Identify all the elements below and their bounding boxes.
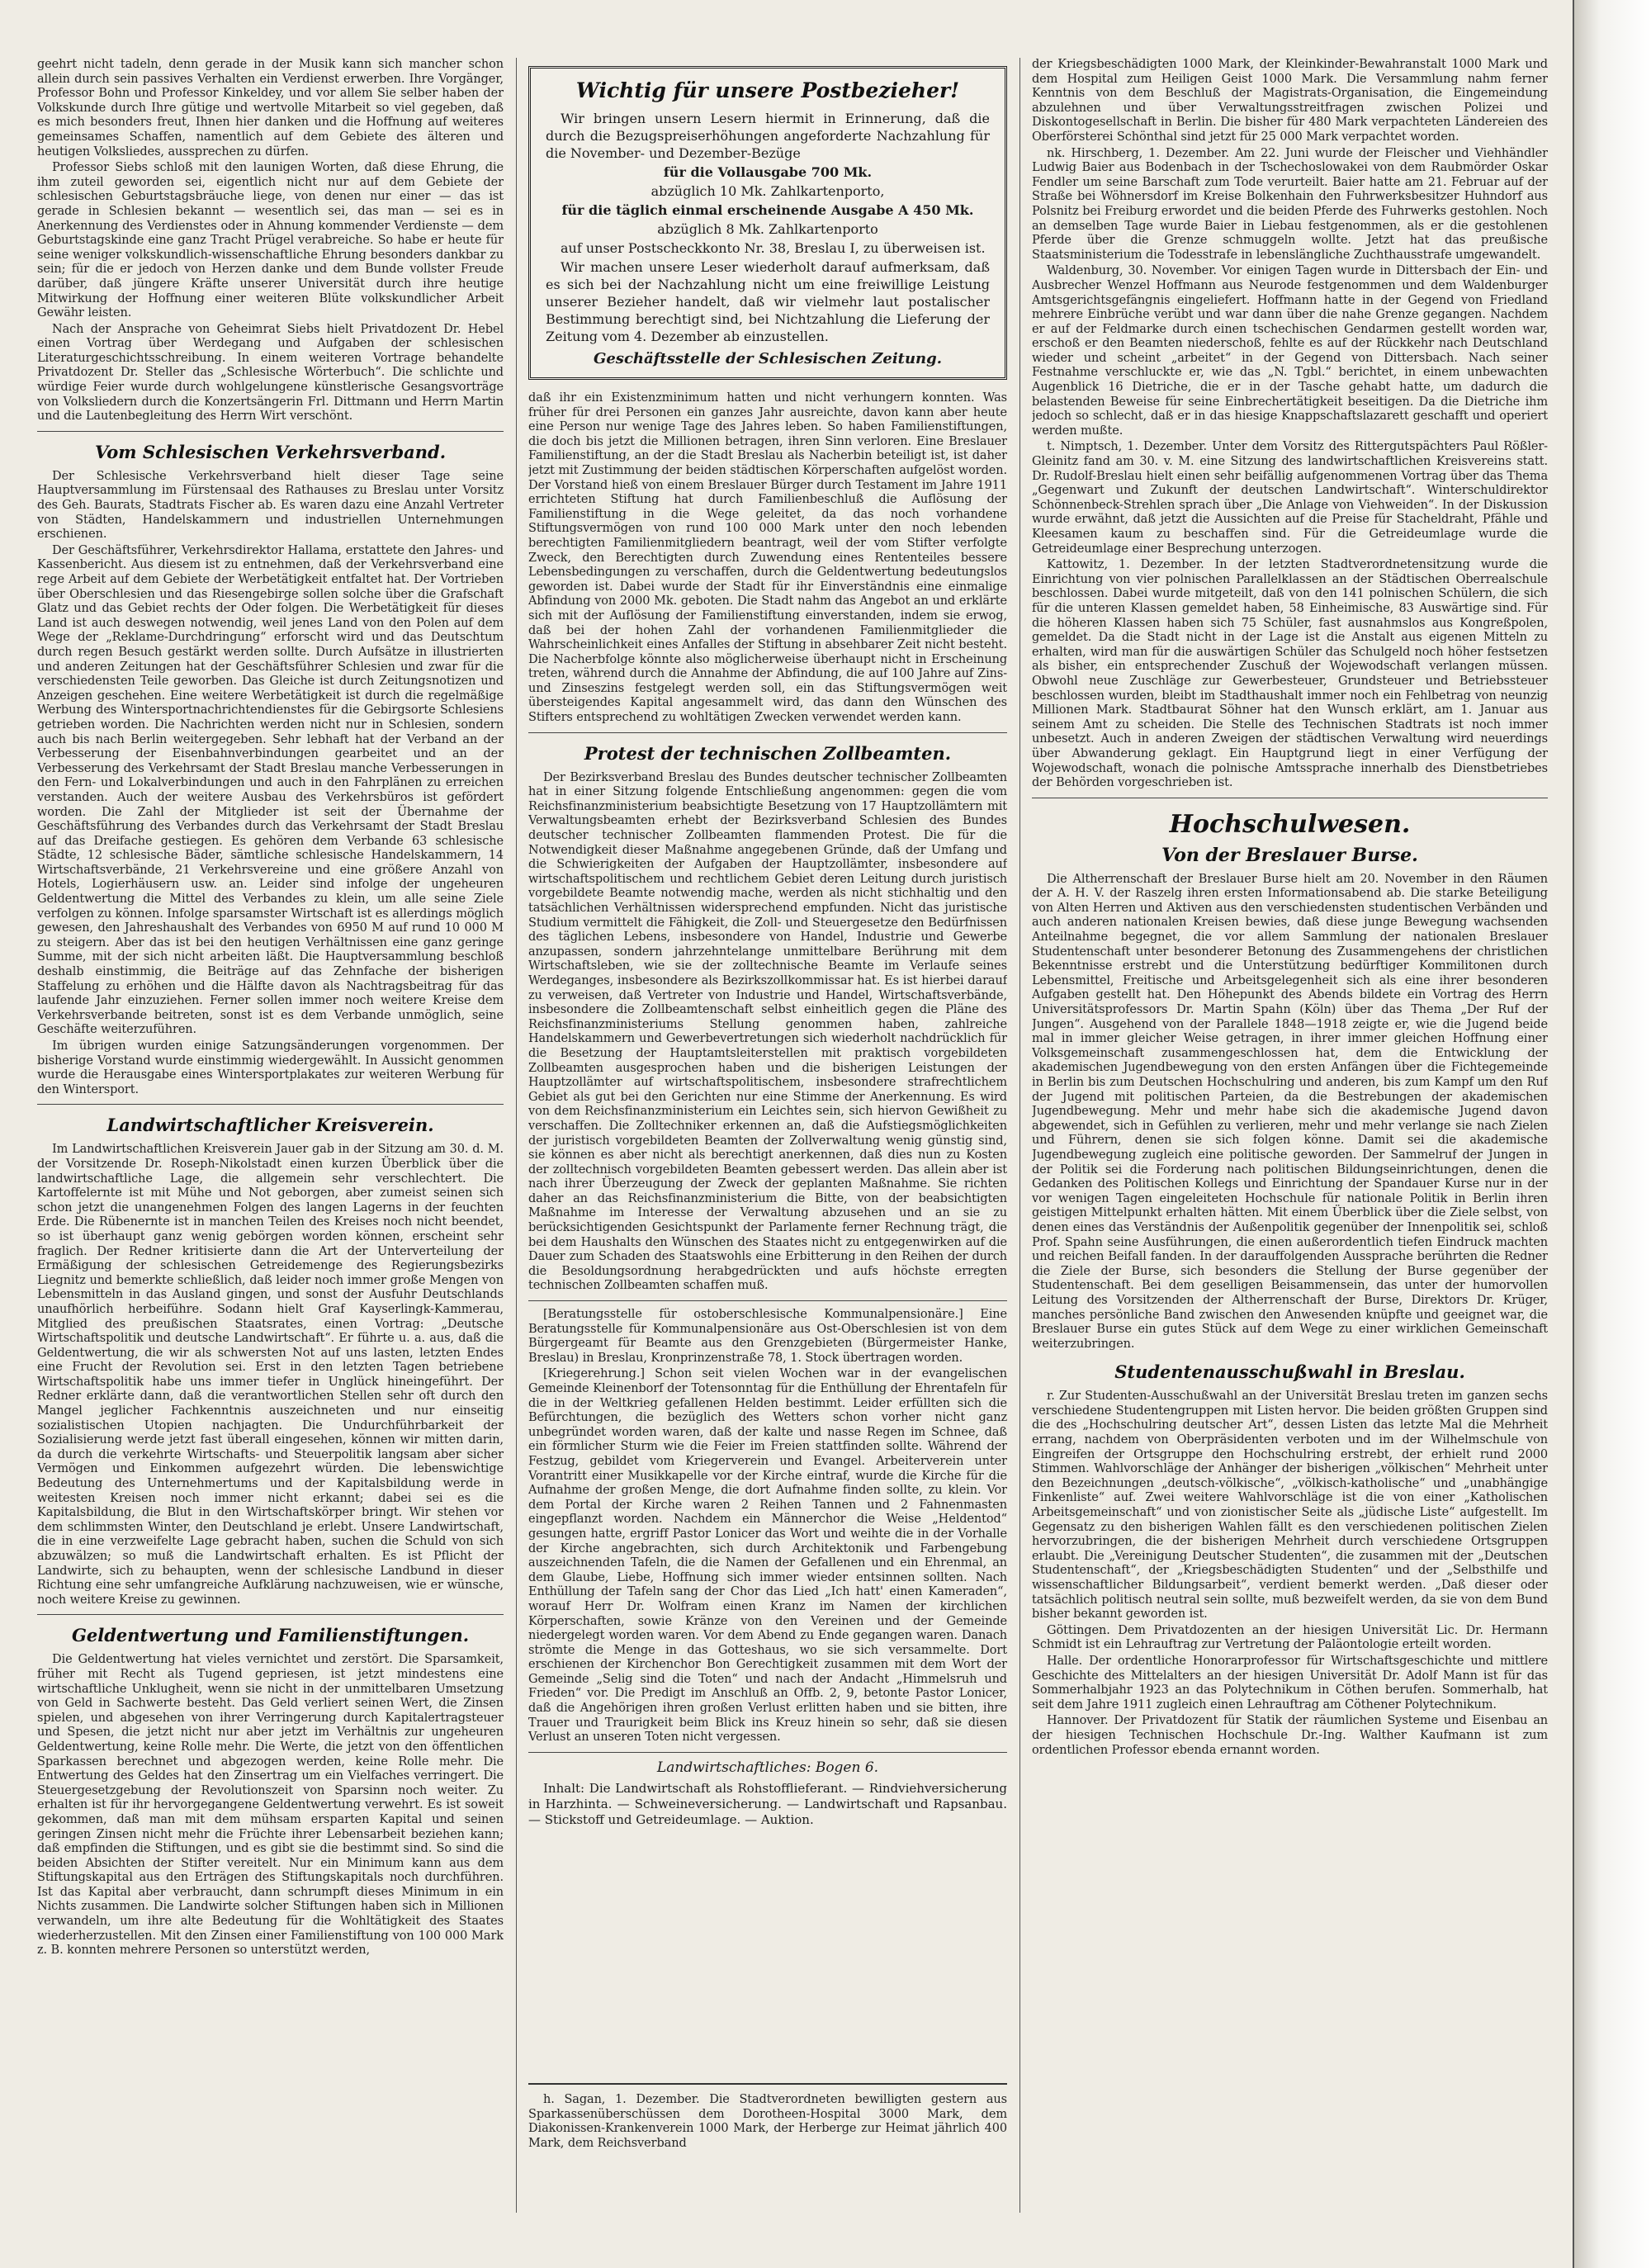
article-text: Halle. Der ordentliche Honorarprofessor für Wirtschaftsgeschichte und mittlere Geschichte des Mittelalters an der hiesigen Universität Dr. Adolf Mann ist für das Sommerhalbjahr 1923 an das Polytechnikum in Cöthen berufen. Sommerhalb, hat seit dem Jahre 1911 zugleich einen Lehrauftrag am Cöthener Polytechnikum. bbox=[1032, 1654, 1548, 1712]
separator bbox=[528, 1752, 1007, 1753]
postbezieher-notice-box bbox=[528, 66, 1007, 380]
article-text: Der Schlesische Verkehrsverband hielt dieser Tage seine Hauptversammlung im Fürstensaal des Rathauses zu Breslau unter Vorsitz des Geh. Baurats, Stadtrats Fischer ab. Es waren dazu eine Anzahl Vertreter von Städten, Handelskammern und industriellen Unternehmungen erschienen. bbox=[37, 469, 504, 542]
page-edge bbox=[1573, 0, 1651, 2268]
article-text: [Kriegerehrung.] Schon seit vielen Wochen war in der evangelischen Gemeinde Kleinenborf der Totensonntag für die Enthüllung der Ehrentafeln für die in der Weltkrieg gefallenen Helden bestimmt. Leider erfüllten sich die Befürchtungen, die bezüglich des Wetters schon vorher nicht ganz unbegründet worden waren, daß der kalte und nasse Regen im Schnee, daß ein förmlicher Sturm wie die Feier im Freien stattfinden sollte. Während der Festzug, gebildet vom Kriegerverein und Evangel. Arbeiterverein unter Vorantritt einer Musikkapelle vor der Kirche eintraf, wurde die Kirche für die Aufnahme der großen Menge, die dort Aufnahme finden sollte, zu klein. Vor dem Portal der Kirche waren 2 Reihen Tannen und 2 Fahnenmasten eingepflanzt worden. Nachdem ein Männerchor die Weise „Heldentod“ gesungen hatte, ergriff Pastor Lonicer das Wort und weihte die in der Vorhalle der Kirche angebrachten, sich durch Architektonik und Farbengebung auszeichnenden Tafeln, die die Namen der Gefallenen und ein Ehrenmal, an dem Glaube, Liebe, Hoffnung sich immer wieder entsinnen sollten. Nach Enthüllung der Tafeln sang der Chor das Lied „Ich hatt' einen Kameraden“, worauf Herr Dr. Wolfram einen Kranz im Namen der kirchlichen Körperschaften, sowie Kränze von den Vereinen und der Gemeinde niedergelegt worden waren. Vor dem Abend zu Ende gegangen waren. Danach strömte die Menge in das Gotteshaus, wo sie sich versammelte. Dort erschienen der Kirchenchor Bon Gerechtigkeit zusammen mit dem Wort der Gemeinde „Selig sind die Toten“ und nach der Andacht „Himmelsruh und Frieden“ vor. Die Predigt im Anschluß an Offb. 2, 9, betonte Pastor Lonicer, daß die Angehörigen ihren großen Verlust erlitten haben und sie bitten, ihre Trauer und Traurigkeit beim Blick ins Kreuz hinein so sehr, daß sie diesen Verlust an unseren Toten nicht vergessen. bbox=[528, 1367, 1007, 1745]
article-text: t. Nimptsch, 1. Dezember. Unter dem Vorsitz des Rittergutspächters Paul Rößler-Gleinitz fand am 30. v. M. eine Sitzung des landwirtschaftlichen Kreisvereins statt. Dr. Rudolf-Breslau hielt einen sehr beifällig aufgenommenen Vortrag über das Thema „Gegenwart und Zukunft der deutschen Landwirtschaft“. Winterschuldirektor Schönnenbeck-Strehlen sprach über „Die Anlage von Viehweiden“. In der Diskussion wurde erwähnt, daß jetzt die Aussichten auf die Preise für Stacheldraht, Pfähle und Kleesamen kaum zu beschaffen sind. Für die Getreideumlage wurde die Getreideumlage einer Besprechung unterzogen. bbox=[1032, 440, 1548, 556]
article-text: [Beratungsstelle für ostoberschlesische Kommunalpensionäre.] Eine Beratungsstelle für Kommunalpensionäre aus Ost-Oberschlesien ist von dem Bürgergeamt für Beamte aus den Grenzgebieten (Bürgermeister Hanke, Breslau) in Breslau, Kronprinzenstraße 78, 1. Stock übertragen worden. bbox=[528, 1308, 1007, 1365]
separator bbox=[37, 1104, 504, 1105]
article-bottom bbox=[528, 2093, 1007, 2152]
article-text: Die Geldentwertung hat vieles vernichtet und zerstört. Die Sparsamkeit, früher mit Recht als Tugend gepriesen, ist jetzt mindestens eine wirtschaftliche Unklugheit, wenn sie nicht in der unmittelbaren Umsetzung von Geld in Sachwerte besteht. Das Geld verliert seinen Wert, die Zinsen spielen, und abgesehen von ihrer Verringerung durch Kapitalertragsteuer und Spesen, die jetzt nicht nur aber jetzt im Verhältnis zur ungeheuren Geldentwertung, keine Rolle mehr. Die Werte, die jetzt von den öffentlichen Sparkassen berechnet und abgezogen werden, keine Rolle mehr. Die Entwertung des Geldes hat den Zinsertrag um ein Vielfaches verringert. Die Steuergesetzgebung der Revolutionszeit von Sparsinn noch weiter. Zu erhalten ist für ihr hervorgegangene Geldentwertung verwehrt. Es ist soweit gekommen, daß man mit dem mühsam ersparten Kapital und seinen geringen Zinsen nicht mehr die Früchte ihrer Lebensarbeit beziehen kann; daß empfinden die Stiftungen, und es gibt sie die bestimmt sind. So sind die beiden Absichten der Stifter vereitelt. Nur ein Minimum kann aus dem Stiftungskapital aus den Erträgen des Stiftungskapitals noch durchführen. Ist das Kapital aber verbraucht, dann schrumpft dieses Minimum in ein Nichts zusammen. Die Landwirte solcher Stiftungen haben sich in Millionen verwandeln, um ihre alte Bedeutung für die Wohltätigkeit des Staates wiederherzustellen. Mit den Zinsen einer Familienstiftung von 100 000 Mark z. B. konnten mehrere Personen so unterstützt werden, bbox=[37, 1653, 504, 1958]
headline-verkehrsverband: Vom Schlesischen Verkehrsverband. bbox=[94, 441, 447, 462]
headline-burse: Von der Breslauer Burse. bbox=[1161, 844, 1418, 866]
article-text: r. Zur Studenten-Ausschußwahl an der Universität Breslau treten im ganzen sechs verschiedene Studentengruppen mit Listen hervor. Die beiden größten Gruppen sind die des „Hochschulring deutscher Art“, dessen Listen das letzte Mal die Mehrheit errang, nachdem von Oberpräsidenten verboten und im der Wilhelmschule von Eingreifen der Ortsgruppe den Hochschulring erstrebt, der erhielt rund 2000 Stimmen. Wahlvorschläge der Anhänger der bisherigen „völkischen“ Mehrheit unter den Bezeichnungen „deutsch-völkische“, „völkisch-katholische“ und „unabhängige Finkenliste“ auf. Zwei weitere Wahlvorschläge ist die von einer „Katholischen Arbeitsgemeinschaft“ und von zionistischer Seite als „jüdische Liste“ aufgestellt. Im Gegensatz zu den bisherigen Wahlen fällt es den verschiedenen politischen Zielen hervorzubringen, die der bisherigen Mehrheit durch verschiedene Ortsgruppen erlaubt. Die „Vereinigung Deutscher Studenten“, die zusammen mit der „Deutschen Studentenschaft“, der „Kriegsbeschädigten Studenten“ und der „Selbsthilfe und wissenschaftlicher Bildungsarbeit“, verdient bemerkt werden. „Daß dieser oder tatsächlich politisch neutral sein sollte, muß bezweifelt werden, da sie von dem Bund bisher bekannt geworden ist. bbox=[1032, 1390, 1548, 1622]
notice-price-line: abzüglich 8 Mk. Zahlkartenporto bbox=[657, 221, 878, 237]
column-middle bbox=[528, 66, 1007, 2221]
notice-price-line: für die täglich einmal erscheinende Ausgabe A 450 Mk. bbox=[561, 202, 974, 218]
notice-text: Wir machen unsere Leser wiederholt darauf aufmerksam, daß es sich bei der Nachzahlung nicht um eine freiwillige Leistung unserer Bezieher handelt, daß wir vielmehr laut postalischer Bestimmung berechtigt sind, bei Nichtzahlung die Lieferung der Zeitung vom 4. Dezember ab einzustellen. bbox=[546, 259, 990, 344]
article-text: Waldenburg, 30. November. Vor einigen Tagen wurde in Dittersbach der Ein- und Ausbrecher Wenzel Hoffmann aus Neurode festgenommen und dem Waldenburger Amtsgerichtsgefängnis eingeliefert. Hoffmann hatte in der Gegend von Friedland mehrere Einbrüche verübt und war dann über die nahe Grenze gegangen. Nachdem er auf der Feldmarke durch einen tschechischen Gendarmen gestellt worden war, erschoß er den Beamten niederschoß, fehlte es auf der Rückkehr nach Deutschland wieder und scheint „arbeitet“ in der Gegend von Dittersbach. Nach seiner Festnahme verschluckte er, wie das „N. Tgbl.“ berichtet, in einem unbewachten Augenblick 16 Dietriche, die er in der Tasche gehabt hatte, um dadurch die belastenden Beweise für seine Einbrechertätigkeit beseitigen. Da die Dietriche ihm jedoch so schlecht, daß er in das hiesige Knappschaftslazarett geschafft und operiert werden mußte. bbox=[1032, 264, 1548, 438]
separator bbox=[528, 732, 1007, 733]
article-text: Der Geschäftsführer, Verkehrsdirektor Hallama, erstattete den Jahres- und Kassenbericht. Aus diesem ist zu entnehmen, daß der Verkehrsverband eine rege Arbeit auf dem Gebiete der Werbetätigkeit entfaltet hat. Der Vortrieben über Oberschlesien und das Riesengebirge sollen solche über die Grafschaft Glatz und das Gebiet rechts der Oder folgen. Die Werbetätigkeit für dieses Land ist auch deswegen notwendig, weil jenes Land von den Polen auf dem Wege der „Reklame-Durchdringung“ erforscht wird und das Deutschtum durch regen Besuch gestärkt werden sollte. Durch Aufsätze in illustrierten und anderen Zeitungen hat der Geschäftsführer Schlesien und zwar für die verschiedensten Teile geworben. Das Gleiche ist durch Zeitungsnotizen und Anzeigen geschehen. Eine weitere Werbetätigkeit ist durch die regelmäßige Werbung des Wintersportnachrichtendienstes für die Gebirgsorte Schlesiens getrieben worden. Die Nachrichten werden nicht nur in Schlesien, sondern auch bis nach Berlin weitergegeben. Sehr lebhaft hat der Verband an der Verbesserung der Eisenbahnverbindungen gearbeitet und an der Verbesserung des Verkehrsamt der Stadt Breslau manche Verbesserungen in den Fern- und Lokalverbindungen und auch in den Fahrplänen zu erreichen verstanden. Auch der weitere Ausbau des Verkehrsbüros ist gefördert worden. Die Zahl der Mitglieder ist seit der Übernahme der Geschäftsführung des Verbandes durch das Verkehrsamt der Stadt Breslau auf das Dreifache gestiegen. Es gehören dem Verbande 63 schlesische Städte, 12 schlesische Bäder, sämtliche schlesische Handelskammern, 14 Wirtschaftsverbände, 21 Verkehrsvereine und eine größere Anzahl von Hotels, Logierhäusern usw. an. Leider sind infolge der ungeheuren Geldentwertung die Mittel des Verbandes zu klein, um alle seine Ziele verfolgen zu können. Infolge sparsamster Wirtschaft ist es allerdings möglich gewesen, den Jahreshaushalt des Verbandes von 6950 M auf rund 10 000 M zu steigern. Aber das ist bei den heutigen Verhältnissen eine ganz geringe Summe, mit der sich nicht arbeiten läßt. Die Hauptversammlung beschloß deshalb einstimmig, die Beiträge auf das Zehnfache der bisherigen Staffelung zu erhöhen und die Hälfte davon als Nachtragsbeitrag für das laufende Jahr einzuziehen. Ferner sollen immer noch weitere Kreise dem Verkehrsverbande beitreten, sonst ist es dem Verbande unmöglich, seine Geschäfte weiterzuführen. bbox=[37, 543, 504, 1037]
headline-studentenausschuss: Studentenausschußwahl in Breslau. bbox=[1114, 1361, 1465, 1383]
article-text: daß ihr ein Existenzminimum hatten und nicht verhungern konnten. Was früher für drei Personen ein ganzes Jahr ausreichte, davon kann aber heute eine Person nur wenige Tage des Jahres leben. So haben Familienstiftungen, die doch bis jetzt die Millionen betragen, ihren Sinn verloren. Eine Breslauer Familienstiftung, an der die Stadt Breslau als Nacherbin beteiligt ist, ist daher jetzt mit Zustimmung der beiden städtischen Körperschaften aufgelöst worden. Der Vorstand hieß von einem Breslauer Bürger durch Testament im Jahre 1911 errichteten Stiftung hat durch Familienbeschluß die Auflösung der Familienstiftung in die Wege geleitet, da das noch vorhandene Stiftungsvermögen von rund 100 000 Mark unter den noch lebenden berechtigten Familienmitgliedern beantragt, weil der vom Stifter verfolgte Zweck, den Berechtigten durch Zuwendung eines Rententeiles bessere Lebensbedingungen zu verschaffen, durch die Geldentwertung bedeutungslos geworden ist. Dabei wurde der Stadt für ihr Einverständnis eine einmalige Abfindung von 2000 Mk. geboten. Die Stadt nahm das Angebot an und erklärte sich mit der Auflösung der Familienstiftung einverstanden, indem sie erwog, daß bei der hohen Zahl der vorhandenen Familienmitglieder die Wahrscheinlichkeit eines Anfalles der Stiftung in absehbarer Zeit nicht besteht. Die Nacherbfolge könnte also möglicherweise überhaupt nicht in Erscheinung treten, während durch die Annahme der Abfindung, die auf 100 Jahre auf Zins- und Zinseszins festgelegt werden soll, ein das Stiftungsvermögen weit übersteigendes Kapital angesammelt wird, das dann den Wünschen des Stifters entsprechend zu wohltätigen Zwecken verwendet werden kann. bbox=[528, 391, 1007, 725]
supplement-title: Landwirtschaftliches: Bogen 6. bbox=[656, 1759, 879, 1776]
article-text: der Kriegsbeschädigten 1000 Mark, der Kleinkinder-Bewahranstalt 1000 Mark und dem Hospital zum Heiligen Geist 1000 Mark. Die Versammlung nahm ferner Kenntnis von dem Beschluß der Magistrats-Organisation, die Eingemeindung abzulehnen und über Verwaltungsstreitfragen zwischen Polizei und Diskontogesellschaft in Berlin. Die bisher für 480 Mark verpachteten Ländereien des Oberförsterei Schönthal sind jetzt für 25 000 Mark verpachtet worden. bbox=[1032, 58, 1548, 144]
article-text: geehrt nicht tadeln, denn gerade in der Musik kann sich mancher schon allein durch sein passives Verhalten ein Verdienst erwerben. Ihre Vorgänger, Professor Bohn und Professor Kinkeldey, und vor allem Sie selber haben der Volkskunde durch Ihre gütige und wertvolle Mitarbeit so viel gegeben, daß es mich besonders freut, Ihnen hier danken und die Hoffnung auf weiteres gemeinsames Schaffen, namentlich auf dem Gebiete des älteren und heutigen Volksliedes, aussprechen zu dürfen. bbox=[37, 58, 504, 159]
section-hochschulwesen: Hochschulwesen. bbox=[1169, 809, 1411, 839]
article-text: Der Bezirksverband Breslau des Bundes deutscher technischer Zollbeamten hat in einer Sitzung folgende Entschließung angenommen: gegen die vom Reichsfinanzministerium beabsichtigte Besetzung von 17 Hauptzollämtern mit Verwaltungsbeamten erhebt der Bezirksverband Schlesien des Bundes deutscher technischer Zollbeamten flammenden Protest. Die für die Notwendigkeit dieser Maßnahme angegebenen Gründe, daß der Umfang und die Schwierigkeiten der Aufgaben der Hauptzollämter, insbesondere auf wirtschaftspolitischem und rechtlichem Gebiet deren Leitung durch juristisch vorgebildete Beamte notwendig mache, werden als nicht stichhaltig und den tatsächlichen Verhältnissen widersprechend empfunden. Nicht das juristische Studium vermittelt die Fähigkeit, die Zoll- und Steuergesetze den Bedürfnissen des täglichen Lebens, insbesondere von Handel, Industrie und Gewerbe anzupassen, sondern jahrzehntelange unmittelbare Berührung mit dem Wirtschaftsleben, wie sie der zolltechnische Beamte im Verlaufe seines Werdeganges, insbesondere als Bezirkszollkommissar hat. Es ist hierbei darauf zu verweisen, daß Vertreter von Industrie und Handel, Wirtschaftsverbände, insbesondere die Zollbeamtenschaft selbst einheitlich gegen die Pläne des Reichsfinanzministeriums Stellung genommen haben, zahlreiche Handelskammern und Gewerbevertretungen sich wiederholt nachdrücklich für die Besetzung der Hauptamtsleiterstellen mit praktisch vorgebildeten Zollbeamten ausgesprochen haben und die bisherigen Leistungen der Hauptzollämter auf wirtschaftspolitischem, insbesondere strafrechtlichem Gebiet als gut bei den Gerichten nur eine Stimme der Anerkennung. Es wird von dem Reichsfinanzministerium ein Leichtes sein, sich hiervon Gewißheit zu verschaffen. Die Zolltechniker erkennen an, daß die Aufstiegsmöglichkeiten der juristisch vorgebildeten Beamten der Zollverwaltung wenig günstig sind, sie können es aber nicht als berechtigt anerkennen, daß dies nun zu Kosten der zolltechnisch vorgebildeten Beamten gebessert werden. Das allein aber ist nach ihrer Überzeugung der Zweck der geplanten Maßnahme. Sie richten daher an das Reichsfinanzministerium die Bitte, von der beabsichtigten Maßnahme im Interesse der Verwaltung abzusehen und an sie zu berücksichtigenden Gesichtspunkt der Parlamente ferner Rechnung trägt, die bei dem Haushalts den Wünschen des Staates nicht zu entgegenwirken auf die Dauer zum Schaden des Staatswohls eine Erbitterung in den Reihen der durch die Besoldungsordnung herabgedrückten und aufs höchste erregten technischen Zollbeamten schaffen muß. bbox=[528, 770, 1007, 1293]
supplement-contents: Inhalt: Die Landwirtschaft als Rohstofflieferant. — Rindviehversicherung in Harzhinta. — Schweineversicherung. — Landwirtschaft und Rapsanbau. — Stickstoff und Getreideumlage. — Auktion. bbox=[528, 1780, 1007, 1827]
headline-zollbeamten: Protest der technischen Zollbeamten. bbox=[584, 742, 952, 764]
separator bbox=[528, 2083, 1007, 2085]
notice-title: Wichtig für unsere Postbezieher! bbox=[575, 78, 960, 102]
notice-text: auf unser Postscheckkonto Nr. 38, Breslau I, zu überweisen ist. bbox=[561, 240, 986, 256]
article-text: Professor Siebs schloß mit den launigen Worten, daß diese Ehrung, die ihm zuteil geworden sei, eigentlich nicht nur auf dem Gebiete der schlesischen Geburtstagsbräuche liege, von denen nur einer — das ist gerade in Schlesien bekannt — wesentlich sei, das man — sei es in Anerkennung des Verdienstes oder in Ahnung kommender Verdienste — dem Geburtstagskinde eine ganz Tracht Prügel verabreiche. So habe er heute für seine weniger volkskundlich-wissenschaftliche Ehrung besonders dankbar zu sein; für die er jedoch von Herzen danke und dem Bunde vollster Freude darüber, daß jüngere Kräfte unserer Universität durch ihre heutige Mitwirkung der Hoffnung einer weiteren Blüte volkskundlicher Arbeit Gewähr leisten. bbox=[37, 161, 504, 320]
column-rule bbox=[516, 58, 517, 2213]
article-text: Kattowitz, 1. Dezember. In der letzten Stadtverordnetensitzung wurde die Einrichtung von vier polnischen Parallelklassen an der Städtischen Oberrealschule beschlossen. Dabei wurde mitgeteilt, daß von den 141 polnischen Schülern, die sich für die unteren Klassen gemeldet haben, 58 Einheimische, 83 Auswärtige sind. Für die höheren Klassen haben sich 75 Schüler, fast ausnahmslos aus Kongreßpolen, gemeldet. Da die Stadt nicht in der Lage ist die Anstalt aus eigenen Mitteln zu erhalten, wird man für die auswärtigen Schüler das Schulgeld noch höher festsetzen als bisher, ein entsprechender Zuschuß der Wojewodschaft verlangen müssen. Obwohl neue Zuschläge zur Gewerbesteuer, Grundsteuer und Betriebssteuer beschlossen wurden, bleibt im Stadthaushalt immer noch ein Fehlbetrag von neunzig Millionen Mark. Stadtbaurat Söhner hat den Wunsch erklärt, am 1. Januar aus seinem Amt zu scheiden. Die Stelle des Technischen Stadtrats ist noch immer unbesetzt. Auch in anderen Zweigen der städtischen Verwaltung wird neuerdings über Abwanderung geklagt. Ein Hauptgrund liegt in einer Verfügung der Wojewodschaft, wonach die polnische Amtssprache innerhalb des Dienstbetriebes der Behörden vorgeschrieben ist. bbox=[1032, 558, 1548, 790]
page-edge-line bbox=[1573, 0, 1574, 2268]
column-rule bbox=[1019, 58, 1020, 2213]
article-text: Nach der Ansprache von Geheimrat Siebs hielt Privatdozent Dr. Hebel einen Vortrag über Werdegang und Aufgaben der schlesischen Literaturgeschichtsschreibung. In einem weiteren Vortrage behandelte Privatdozent Dr. Steller das „Schlesische Wörterbuch“. Die schlichte und würdige Feier wurde durch wohlgelungene künstlerische Gesangsvorträge von Volksliedern durch die Konzertsängerin Frl. Dittmann und Herrn Martin und die Lautenbegleitung des Herrn Wirt verschönt. bbox=[37, 322, 504, 424]
article-text: h. Sagan, 1. Dezember. Die Stadtverordneten bewilligten gestern aus Sparkassenüberschüssen dem Dorotheen-Hospital 3000 Mark, dem Diakonissen-Krankenverein 1000 Mark, der Herberge zur Heimat jährlich 400 Mark, dem Reichsverband bbox=[528, 2093, 1007, 2150]
column-left bbox=[37, 58, 504, 2221]
article-text: Im übrigen wurden einige Satzungsänderungen vorgenommen. Der bisherige Vorstand wurde einstimmig wiedergewählt. In Aussicht genommen wurde die Herausgabe eines Wintersportplakates zur weiteren Werbung für den Wintersport. bbox=[37, 1039, 504, 1096]
separator bbox=[37, 1614, 504, 1615]
article-text: Göttingen. Dem Privatdozenten an der hiesigen Universität Lic. Dr. Hermann Schmidt ist ein Lehrauftrag zur Vertretung der Paläontologie erteilt worden. bbox=[1032, 1623, 1548, 1652]
column-right bbox=[1032, 58, 1548, 2188]
notice-price-line: abzüglich 10 Mk. Zahlkartenporto, bbox=[650, 183, 885, 199]
notice-price-line: für die Vollausgabe 700 Mk. bbox=[663, 164, 873, 180]
article-text: nk. Hirschberg, 1. Dezember. Am 22. Juni wurde der Fleischer und Viehhändler Ludwig Baier aus Bodenbach in der Tschechoslowakei von dem Raubmörder Oskar Fendler um seine Barschaft zum Tode verurteilt. Baier hatte am 21. Februar auf der Straße bei Wöhnersdorf im Kreise Bolkenhain den Fuhrwerksbesitzer Huhndorf aus Polsnitz bei Freiburg erwordet und die beiden Pferde des Fuhrwerks gestohlen. Noch an demselben Tage wurde Baier in Liebau festgenommen, als er die gestohlenen Pferde über die Grenze schmuggeln wollte. Jetzt hat das preußische Staatsministerium die Todesstrafe in lebenslängliche Zuchthausstrafe umgewandelt. bbox=[1032, 146, 1548, 262]
headline-kreisverein: Landwirtschaftlicher Kreisverein. bbox=[106, 1115, 434, 1136]
notice-signature: Geschäftsstelle der Schlesischen Zeitung. bbox=[593, 350, 942, 367]
article-text: Die Altherrenschaft der Breslauer Burse hielt am 20. November in den Räumen der A. H. V. der Raszelg ihren ersten Informationsabend ab. Die starke Beteiligung von Alten Herren und Aktiven aus den verschiedensten studentischen Verbänden und auch anderen nationalen Kreisen bewies, daß diese junge Bewegung wachsenden Anteilnahme begegnet, die vor allem Sammlung der nationalen Breslauer Studentenschaft unter besonderer Betonung des Zusammengehens der christlichen Bekenntnisse erstrebt und die Unterstützung bedürftiger Kommilitonen durch Lebensmittel, Freitische und Arbeitsgelegenheit sich als eine ihrer besonderen Aufgaben gestellt hat. Den Höhepunkt des Abends bildete ein Vortrag des Herrn Universitätsprofessors Dr. Martin Spahn (Köln) über das Thema „Der Ruf der Jungen“. Ausgehend von der Parallele 1848—1918 zeigte er, wie die Jugend beide mal in immer gleicher Weise getragen, in ihrer immer gleichen Hoffnung einer Volksgemeinschaft zusammengeschlossen hat, dem die Entwicklung der akademischen Jugendbewegung von den ersten Anfängen über die Fichtegemeinde in Berlin bis zum Deutschen Hochschulring und anderen, bis zum Kampf um den Ruf der Jugend mit politischen Parteien, da die Bestrebungen der akademischen Jugendbewegung. Mehr und mehr habe sich die akademische Jugend davon abgewendet, sich in Gefühlen zu verlieren, mehr und mehr verlange sie nach Zielen und Führern, denen sie sich folgen könne. Damit sei die akademische Jugendbewegung zugleich eine politische geworden. Der Sammelruf der Jungen in der Politik sei die Forderung nach politischen Bildungseinrichtungen, denen die Gedanken des Politischen Kollegs und Einrichtung der Spandauer Kurse nur in der vor wenigen Tagen eingeleiteten Hochschule für nationale Politik in Berlin ihren geistigen Mittelpunkt erhalten hätten. Mit einem Überblick über die Ziele selbst, von denen eines das Verständnis der Außenpolitik gegenüber der Innenpolitik sei, schloß Prof. Spahn seine Ausführungen, die einen außerordentlich tiefen Eindruck machten und reichen Beifall fanden. In der darauffolgenden Aussprache berührten die Redner die Ziele der Burse, sich besonders die Stellung der Burse gegenüber der Studentenschaft. Bei dem geselligen Beisammensein, das unter der humorvollen Leitung des Vorsitzenden der Altherrenschaft der Burse, Direktors Dr. Krüger, manches persönliche Band zwischen den Anwesenden knüpfte und geeignet war, die Breslauer Burse ein gutes Stück auf dem Wege zu einer wirklichen Gemeinschaft weiterzubringen. bbox=[1032, 872, 1548, 1351]
separator bbox=[37, 431, 504, 432]
notice-text: Wir bringen unsern Lesern hiermit in Erinnerung, daß die durch die Bezugspreiserhöhungen angeforderte Nachzahlung für die November- und Dezember-Bezüge bbox=[546, 111, 990, 161]
separator bbox=[528, 1300, 1007, 1301]
article-text: Im Landwirtschaftlichen Kreisverein Jauer gab in der Sitzung am 30. d. M. der Vorsitzende Dr. Roseph-Nikolstadt einen kurzen Überblick über die landwirtschaftliche Lage, die allgemein sehr verschlechtert. Die Kartoffelernte ist mit Mühe und Not geborgen, aber zumeist seinen sich schon jetzt die unangenehmen Folgen des langen Lagerns in der feuchten Erde. Die Rübenernte ist in manchen Teilen des Kreises noch nicht beendet, so ist überhaupt ganz wenig gebörgen worden können, erscheint sehr fraglich. Der Redner kritisierte dann die Art der Unterverteilung der Ermäßigung der schlesischen Getreidemenge des Regierungsbezirks Liegnitz und bemerkte schließlich, daß leider noch immer große Mengen von Lebensmitteln in das Ausland gingen, und sonst der Ausfuhr Deutschlands unaufhörlich herbeiführe. Sodann hielt Graf Kayserlingk-Kammerau, Mitglied des preußischen Staatsrates, einen Vortrag: „Deutsche Wirtschaftspolitik und deutsche Landwirtschaft“. Er führte u. a. aus, daß die Geldentwertung, die wir als schwersten Not auf uns lasten, letzten Endes eine Frucht der Revolution sei. Erst in den letzten Tagen betriebene Wirtschaftspolitik habe uns immer tiefer in Unglück hineingeführt. Der Redner erklärte dann, daß die verantwortlichen Stellen sehr oft durch den Mangel jeglicher Fachkenntnis auszeichneten und nur einseitig sozialistischen Utopien nachjagten. Die Undurchführbarkeit der Sozialisierung werde jetzt fast überall eingesehen, können wir mitten darin, da durch die verkehrte Wirtschafts- und Steuerpolitik langsam aber sicher Vermögen und Einkommen aufgezehrt würden. Die lebenswichtige Bedeutung des Unternehmertums und der Kapitalsbildung werde in weitesten Kreisen noch immer nicht erkannt; dabei sei es die Kapitalsbildung, die Blut in den Wirtschaftskörper bringt. Wir stehen vor dem schlimmsten Winter, den Deutschland je erlebt. Unsere Landwirtschaft, die in eine verzweifelte Lage gebracht haben, suchen die Schuld von sich abzuwälzen; so muß die Landwirtschaft erhalten. Es ist Pflicht der Landwirte, sich zu behaupten, wenn der schlesische Landbund in dieser Richtung eine sehr umfangreiche Aufklärung nachzuweisen, wie er wünsche, noch weitere Kreise zu gewinnen. bbox=[37, 1143, 504, 1607]
headline-geldentwertung: Geldentwertung und Familienstiftungen. bbox=[71, 1625, 470, 1646]
article-text: Hannover. Der Privatdozent für Statik der räumlichen Systeme und Eisenbau an der hiesigen Technischen Hochschule Dr.-Ing. Walther Kaufmann ist zum ordentlichen Professor ebenda ernannt worden. bbox=[1032, 1714, 1548, 1757]
